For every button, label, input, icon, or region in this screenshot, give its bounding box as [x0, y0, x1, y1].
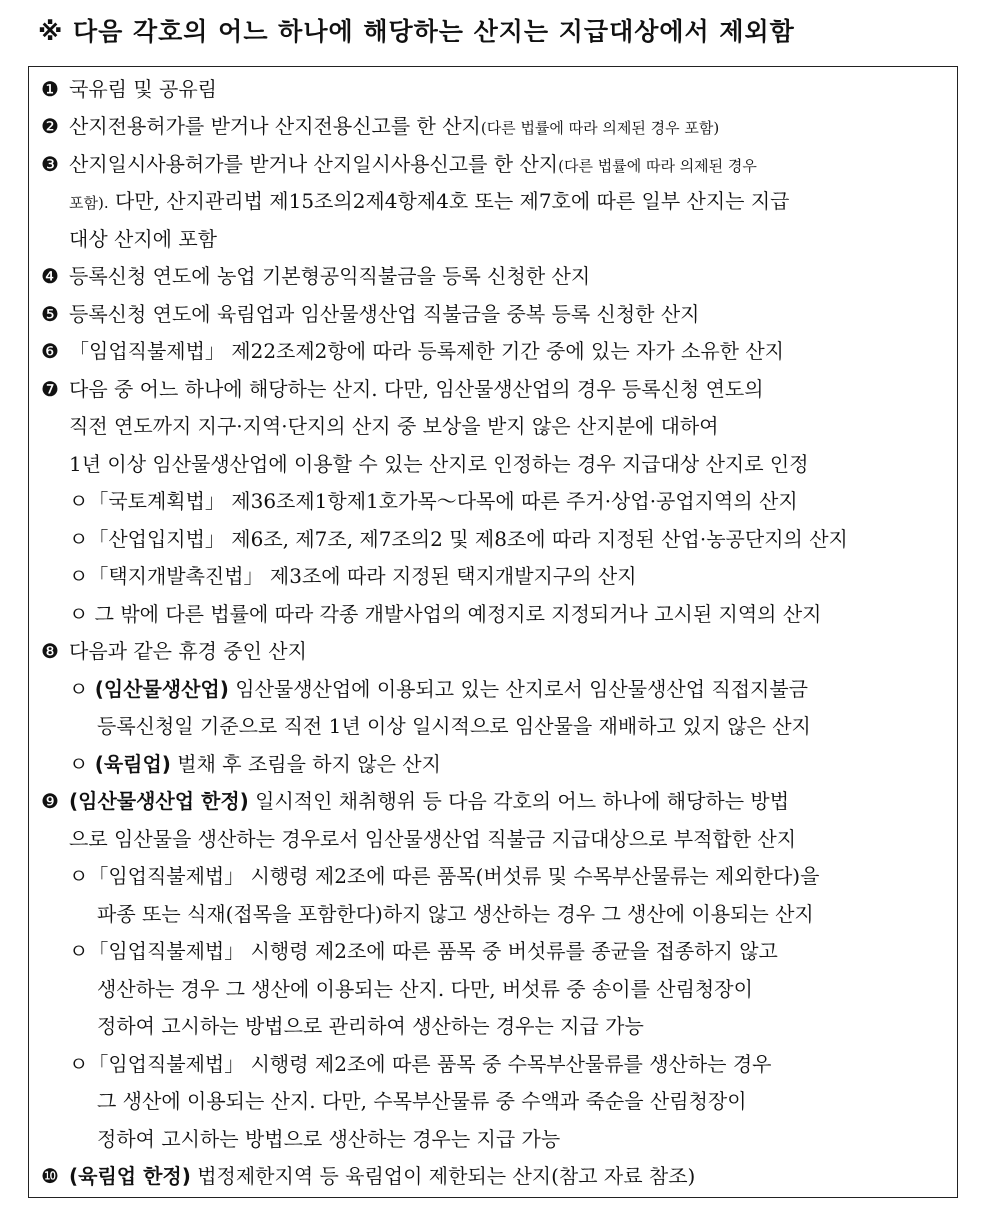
- item-continuation: 1년 이상 임산물생산업에 이용할 수 있는 산지로 인정하는 경우 지급대상 산지로 인정: [69, 452, 809, 476]
- sub-item: ㅇ「임업직불제법」 시행령 제2조에 따른 품목 중 수목부산물류를 생산하는 경우: [69, 1052, 772, 1076]
- list-item: ❼ 다음 중 어느 하나에 해당하는 산지. 다만, 임산물생산업의 경우 등록신청 연도의: [41, 371, 947, 409]
- item-continuation: 등록신청일 기준으로 직전 1년 이상 일시적으로 임산물을 재배하고 있지 않은 산지: [97, 714, 811, 738]
- item-continuation: 으로 임산물을 생산하는 경우로서 임산물생산업 직불금 지급대상으로 부적합한 산지: [69, 827, 797, 851]
- list-item: ❾ (임산물생산업 한정) 일시적인 채취행위 등 다음 각호의 어느 하나에 해당하는 방법: [41, 783, 947, 821]
- sub-item: ㅇ「임업직불제법」 시행령 제2조에 따른 품목 중 버섯류를 종균을 접종하지 않고: [69, 939, 778, 963]
- item-number: ❷: [41, 114, 59, 138]
- item-number: ❿: [41, 1164, 59, 1188]
- item-continuation: 파종 또는 식재(접목을 포함한다)하지 않고 생산하는 경우 그 생산에 이용되는 산지: [97, 902, 814, 926]
- list-item: ❸ 산지일시사용허가를 받거나 산지일시사용신고를 한 산지(다른 법률에 따라 의제된 경우: [41, 146, 947, 186]
- item-number: ❸: [41, 152, 59, 176]
- item-number: ❹: [41, 264, 59, 288]
- list-item: ❻ 「임업직불제법」 제22조제2항에 따라 등록제한 기간 중에 있는 자가 소유한 산지: [41, 333, 947, 371]
- item-continuation: 그 생산에 이용되는 산지. 다만, 수목부산물류 중 수액과 죽순을 산림청장이: [97, 1089, 747, 1113]
- item-number: ❼: [41, 377, 59, 401]
- sub-item: ㅇ「택지개발촉진법」 제3조에 따라 지정된 택지개발지구의 산지: [69, 564, 637, 588]
- item-continuation: 정하여 고시하는 방법으로 관리하여 생산하는 경우는 지급 가능: [97, 1014, 644, 1038]
- item-continuation: 대상 산지에 포함: [69, 227, 217, 251]
- item-continuation: 정하여 고시하는 방법으로 생산하는 경우는 지급 가능: [97, 1127, 561, 1151]
- item-number: ❾: [41, 789, 59, 813]
- exclusion-list-box: [28, 66, 958, 1198]
- list-item: ❶ 국유림 및 공유림: [41, 71, 947, 109]
- item-number: ❽: [41, 639, 59, 663]
- list-item: ❹ 등록신청 연도에 농업 기본형공익직불금을 등록 신청한 산지: [41, 258, 947, 296]
- sub-item: ㅇ 그 밖에 다른 법률에 따라 각종 개발사업의 예정지로 지정되거나 고시된 지역의 산지: [69, 602, 822, 626]
- list-item: ❷ 산지전용허가를 받거나 산지전용신고를 한 산지(다른 법률에 따라 의제된 경우 포함): [41, 108, 947, 148]
- item-continuation: 직전 연도까지 지구·지역·단지의 산지 중 보상을 받지 않은 산지분에 대하여: [69, 414, 719, 438]
- item-number: ❺: [41, 302, 59, 326]
- page-title: ※ 다음 각호의 어느 하나에 해당하는 산지는 지급대상에서 제외함: [38, 17, 795, 46]
- item-number: ❶: [41, 77, 59, 101]
- sub-item: ㅇ「국토계획법」 제36조제1항제1호가목～다목에 따른 주거·상업·공업지역의 산지: [69, 489, 798, 513]
- sub-item: ㅇ (임산물생산업) 임산물생산업에 이용되고 있는 산지로서 임산물생산업 직접지불금: [69, 677, 808, 701]
- list-item: ❽ 다음과 같은 휴경 중인 산지: [41, 633, 947, 671]
- item-number: ❻: [41, 339, 59, 363]
- list-item: ❿ (육림업 한정) 법정제한지역 등 육림업이 제한되는 산지(참고 자료 참조): [41, 1158, 947, 1196]
- sub-item: ㅇ「산업입지법」 제6조, 제7조, 제7조의2 및 제8조에 따라 지정된 산업·농공단지의 산지: [69, 527, 848, 551]
- item-continuation: 포함). 다만, 산지관리법 제15조의2제4항제4호 또는 제7호에 따른 일부 산지는 지급: [69, 189, 790, 213]
- sub-item: ㅇ「임업직불제법」 시행령 제2조에 따른 품목(버섯류 및 수목부산물류는 제외한다)을: [69, 864, 820, 888]
- sub-item: ㅇ (육림업) 벌채 후 조림을 하지 않은 산지: [69, 752, 441, 776]
- list-item: ❺ 등록신청 연도에 육림업과 임산물생산업 직불금을 중복 등록 신청한 산지: [41, 296, 947, 334]
- item-continuation: 생산하는 경우 그 생산에 이용되는 산지. 다만, 버섯류 중 송이를 산림청장이: [97, 977, 753, 1001]
